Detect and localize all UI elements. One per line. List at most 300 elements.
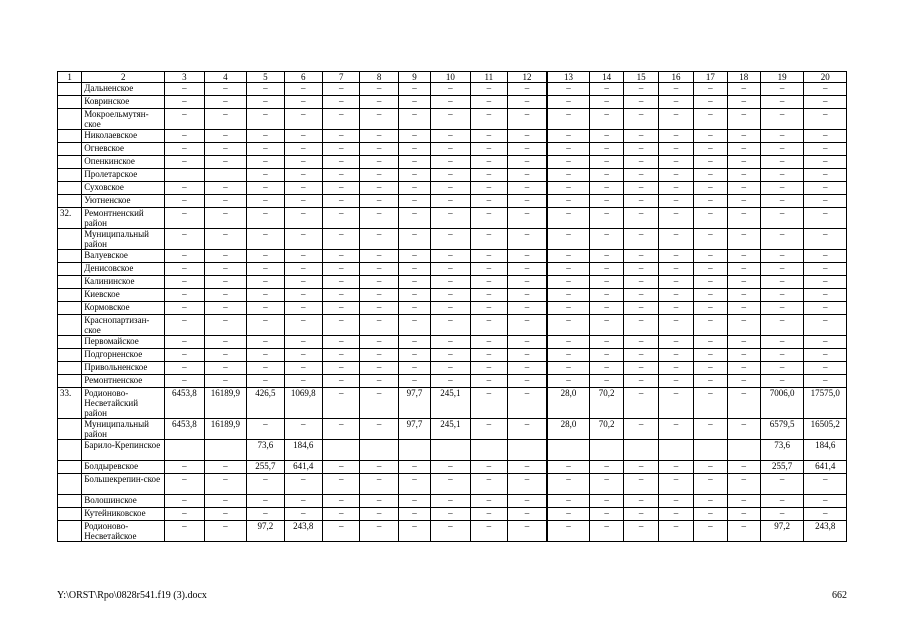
table-cell: – xyxy=(165,474,204,495)
table-cell: – xyxy=(624,375,658,388)
table-cell: – xyxy=(398,263,430,276)
table-cell: – xyxy=(547,289,589,302)
table-cell: – xyxy=(694,474,727,495)
table-cell: – xyxy=(204,208,246,229)
table-cell: – xyxy=(470,109,507,130)
table-cell: – xyxy=(760,229,803,250)
table-cell: – xyxy=(204,302,246,315)
table-cell: – xyxy=(165,250,204,263)
row-name: Денисовское xyxy=(82,263,165,276)
column-header: 14 xyxy=(589,72,623,83)
table-cell: – xyxy=(547,109,589,130)
column-header: 16 xyxy=(658,72,693,83)
table-cell: – xyxy=(322,208,359,229)
table-cell: – xyxy=(589,495,623,508)
table-cell: – xyxy=(360,276,398,289)
table-cell: – xyxy=(360,474,398,495)
table-cell: – xyxy=(165,208,204,229)
table-cell: – xyxy=(760,143,803,156)
table-cell: – xyxy=(470,156,507,169)
table-cell: – xyxy=(431,143,470,156)
table-cell: – xyxy=(470,349,507,362)
table-cell: – xyxy=(760,349,803,362)
row-name: Муниципальный район xyxy=(82,229,165,250)
table-cell: – xyxy=(658,130,693,143)
table-cell: – xyxy=(624,388,658,419)
table-cell: – xyxy=(727,83,760,96)
table-cell: – xyxy=(398,302,430,315)
table-cell: – xyxy=(360,208,398,229)
table-cell: – xyxy=(727,263,760,276)
table-cell: – xyxy=(694,169,727,182)
row-name: Валуевское xyxy=(82,250,165,263)
table-cell: – xyxy=(547,461,589,474)
table-cell: – xyxy=(804,362,847,375)
table-cell: – xyxy=(470,521,507,542)
row-name: Подгорненское xyxy=(82,349,165,362)
table-row xyxy=(58,263,847,276)
table-cell: – xyxy=(760,289,803,302)
table-row xyxy=(58,289,847,302)
table-cell xyxy=(589,440,623,461)
column-header: 1 xyxy=(58,72,82,83)
table-cell: – xyxy=(398,109,430,130)
row-number xyxy=(58,362,82,375)
table-cell: – xyxy=(658,336,693,349)
table-cell: – xyxy=(284,349,322,362)
row-name: Болдыревское xyxy=(82,461,165,474)
table-cell: 73,6 xyxy=(760,440,803,461)
row-name: Уютненское xyxy=(82,195,165,208)
table-cell: – xyxy=(547,508,589,521)
table-cell: – xyxy=(508,96,547,109)
table-cell: – xyxy=(508,336,547,349)
table-cell: – xyxy=(624,195,658,208)
table-cell: – xyxy=(398,250,430,263)
table-cell: – xyxy=(284,156,322,169)
table-cell: – xyxy=(624,315,658,336)
table-cell: – xyxy=(322,474,359,495)
table-cell: – xyxy=(360,461,398,474)
table-cell: 28,0 xyxy=(547,388,589,419)
table-cell: – xyxy=(508,419,547,440)
table-cell: – xyxy=(760,362,803,375)
table-cell: – xyxy=(398,195,430,208)
table-cell: – xyxy=(727,208,760,229)
table-cell: – xyxy=(431,276,470,289)
table-cell: – xyxy=(398,96,430,109)
table-cell: – xyxy=(431,96,470,109)
table-cell: – xyxy=(204,508,246,521)
table-cell: – xyxy=(508,302,547,315)
table-cell: 97,2 xyxy=(247,521,284,542)
table-cell: – xyxy=(165,182,204,195)
row-name: Кормовское xyxy=(82,302,165,315)
table-cell: – xyxy=(398,375,430,388)
table-cell: – xyxy=(322,96,359,109)
table-cell: – xyxy=(204,83,246,96)
table-cell: – xyxy=(360,143,398,156)
row-number xyxy=(58,195,82,208)
table-cell: – xyxy=(547,156,589,169)
row-name: Ремонтненский район xyxy=(82,208,165,229)
table-cell: – xyxy=(624,83,658,96)
row-number xyxy=(58,419,82,440)
table-cell: – xyxy=(589,521,623,542)
table-cell: – xyxy=(204,495,246,508)
table-cell: – xyxy=(547,375,589,388)
row-number xyxy=(58,169,82,182)
table-cell: – xyxy=(360,182,398,195)
row-number xyxy=(58,229,82,250)
table-cell: – xyxy=(547,229,589,250)
table-cell: – xyxy=(322,419,359,440)
table-cell: – xyxy=(470,495,507,508)
table-cell: – xyxy=(547,169,589,182)
table-row xyxy=(58,495,847,508)
table-cell: – xyxy=(760,495,803,508)
table-cell: – xyxy=(360,96,398,109)
table-cell: – xyxy=(694,83,727,96)
table-cell: – xyxy=(727,96,760,109)
table-cell: – xyxy=(204,229,246,250)
table-cell: – xyxy=(727,362,760,375)
table-cell: – xyxy=(398,276,430,289)
table-cell: – xyxy=(760,156,803,169)
table-row xyxy=(58,336,847,349)
table-cell: – xyxy=(508,461,547,474)
table-cell: – xyxy=(804,83,847,96)
table-cell: – xyxy=(284,375,322,388)
table-cell: – xyxy=(760,96,803,109)
table-cell: – xyxy=(694,349,727,362)
table-cell: – xyxy=(204,375,246,388)
row-number xyxy=(58,83,82,96)
table-cell: – xyxy=(547,276,589,289)
table-cell: – xyxy=(322,276,359,289)
row-number xyxy=(58,156,82,169)
footer-file-path: Y:\ORST\Rpo\0828r541.f19 (3).docx xyxy=(57,590,207,601)
table-cell: – xyxy=(804,250,847,263)
table-cell: – xyxy=(508,289,547,302)
table-cell: – xyxy=(547,315,589,336)
table-cell: 7006,0 xyxy=(760,388,803,419)
row-name: Ковринское xyxy=(82,96,165,109)
table-cell: – xyxy=(398,362,430,375)
table-cell: – xyxy=(284,362,322,375)
table-cell: – xyxy=(204,96,246,109)
table-cell: – xyxy=(658,289,693,302)
table-cell: – xyxy=(284,169,322,182)
table-cell: 6579,5 xyxy=(760,419,803,440)
row-number xyxy=(58,250,82,263)
table-cell: – xyxy=(322,375,359,388)
table-cell: – xyxy=(547,474,589,495)
table-cell: – xyxy=(727,388,760,419)
table-cell: – xyxy=(804,495,847,508)
table-cell xyxy=(322,440,359,461)
table-cell xyxy=(624,440,658,461)
table-cell: – xyxy=(658,349,693,362)
table-cell: – xyxy=(508,182,547,195)
table-cell: – xyxy=(165,375,204,388)
row-name: Первомайское xyxy=(82,336,165,349)
table-cell: – xyxy=(431,83,470,96)
table-cell: – xyxy=(508,375,547,388)
table-cell: – xyxy=(165,362,204,375)
table-cell: 16189,9 xyxy=(204,419,246,440)
table-row xyxy=(58,315,847,336)
table-cell: – xyxy=(658,96,693,109)
table-cell: – xyxy=(322,289,359,302)
table-cell: – xyxy=(322,521,359,542)
row-name: Большекрепин-ское xyxy=(82,474,165,495)
table-cell: – xyxy=(547,336,589,349)
row-number: 32. xyxy=(58,208,82,229)
table-cell: – xyxy=(589,109,623,130)
table-cell: – xyxy=(658,521,693,542)
table-cell: – xyxy=(247,143,284,156)
table-cell: – xyxy=(360,388,398,419)
table-cell: – xyxy=(624,349,658,362)
table-cell: – xyxy=(204,195,246,208)
table-cell: – xyxy=(624,495,658,508)
table-cell: – xyxy=(204,349,246,362)
row-number xyxy=(58,440,82,461)
table-cell: – xyxy=(431,169,470,182)
table-cell: – xyxy=(727,229,760,250)
table-row xyxy=(58,83,847,96)
table-cell: – xyxy=(165,461,204,474)
table-cell: – xyxy=(760,474,803,495)
row-number xyxy=(58,349,82,362)
table-row xyxy=(58,109,847,130)
table-cell: – xyxy=(247,508,284,521)
table-cell: – xyxy=(589,461,623,474)
table-cell: – xyxy=(547,182,589,195)
table-cell: – xyxy=(624,130,658,143)
row-name: Привольненское xyxy=(82,362,165,375)
table-cell: – xyxy=(658,263,693,276)
table-cell: – xyxy=(804,302,847,315)
table-cell: 28,0 xyxy=(547,419,589,440)
table-cell: – xyxy=(284,195,322,208)
table-cell: – xyxy=(658,315,693,336)
table-cell: – xyxy=(624,461,658,474)
table-cell: – xyxy=(508,276,547,289)
table-cell: – xyxy=(165,276,204,289)
table-cell: – xyxy=(589,289,623,302)
table-cell: – xyxy=(508,362,547,375)
column-header: 19 xyxy=(760,72,803,83)
table-cell: – xyxy=(360,263,398,276)
table-cell: – xyxy=(727,143,760,156)
table-cell: – xyxy=(589,336,623,349)
table-cell: – xyxy=(322,302,359,315)
table-cell: – xyxy=(360,169,398,182)
table-cell: – xyxy=(804,182,847,195)
table-cell: – xyxy=(360,229,398,250)
table-cell: – xyxy=(589,156,623,169)
table-row xyxy=(58,349,847,362)
table-cell: – xyxy=(204,289,246,302)
table-cell: – xyxy=(360,83,398,96)
table-cell: – xyxy=(694,229,727,250)
table-cell: – xyxy=(589,276,623,289)
table-cell: – xyxy=(547,263,589,276)
table-cell: – xyxy=(508,208,547,229)
table-cell: – xyxy=(322,388,359,419)
table-cell: – xyxy=(398,156,430,169)
table-cell: – xyxy=(165,521,204,542)
table-cell: – xyxy=(804,169,847,182)
table-cell: – xyxy=(431,109,470,130)
column-header: 5 xyxy=(247,72,284,83)
table-cell: – xyxy=(322,495,359,508)
table-cell: – xyxy=(360,362,398,375)
table-cell: – xyxy=(470,388,507,419)
table-cell: – xyxy=(247,474,284,495)
table-cell: – xyxy=(284,302,322,315)
table-cell: – xyxy=(284,289,322,302)
table-cell: – xyxy=(431,474,470,495)
table-row xyxy=(58,362,847,375)
table-cell: – xyxy=(658,169,693,182)
table-cell: – xyxy=(727,156,760,169)
row-name: Пролетарское xyxy=(82,169,165,182)
table-cell: – xyxy=(470,315,507,336)
table-cell: – xyxy=(547,349,589,362)
table-cell: – xyxy=(589,263,623,276)
table-cell: – xyxy=(727,109,760,130)
table-cell: – xyxy=(322,263,359,276)
table-cell: – xyxy=(284,495,322,508)
row-number xyxy=(58,461,82,474)
table-cell: – xyxy=(322,229,359,250)
table-cell: 16505,2 xyxy=(804,419,847,440)
table-cell: – xyxy=(547,130,589,143)
table-cell: – xyxy=(247,169,284,182)
table-cell: – xyxy=(508,495,547,508)
table-cell: – xyxy=(727,169,760,182)
table-cell: 245,1 xyxy=(431,419,470,440)
table-cell: – xyxy=(589,302,623,315)
table-cell: – xyxy=(247,96,284,109)
column-header: 17 xyxy=(694,72,727,83)
table-cell: – xyxy=(727,461,760,474)
table-cell: – xyxy=(322,336,359,349)
table-cell: – xyxy=(658,143,693,156)
table-cell: – xyxy=(284,474,322,495)
table-cell: – xyxy=(589,143,623,156)
table-cell: – xyxy=(508,109,547,130)
table-cell: – xyxy=(760,302,803,315)
table-cell: – xyxy=(165,156,204,169)
table-cell: – xyxy=(624,250,658,263)
table-cell: – xyxy=(760,169,803,182)
table-cell: 6453,8 xyxy=(165,419,204,440)
table-cell xyxy=(204,169,246,182)
table-cell: – xyxy=(589,182,623,195)
table-cell: – xyxy=(322,130,359,143)
table-cell: – xyxy=(247,229,284,250)
header-row xyxy=(58,72,847,83)
table-cell: – xyxy=(508,263,547,276)
table-cell: – xyxy=(284,276,322,289)
table-cell: – xyxy=(804,130,847,143)
table-cell: – xyxy=(760,130,803,143)
table-cell: – xyxy=(398,169,430,182)
table-cell: – xyxy=(589,229,623,250)
table-cell: – xyxy=(727,315,760,336)
table-cell: – xyxy=(658,474,693,495)
table-cell: – xyxy=(470,96,507,109)
table-cell: – xyxy=(284,508,322,521)
table-cell: – xyxy=(204,130,246,143)
table-cell: – xyxy=(431,461,470,474)
table-row xyxy=(58,169,847,182)
table-cell: – xyxy=(284,83,322,96)
table-row xyxy=(58,474,847,495)
table-cell: – xyxy=(760,195,803,208)
table-cell: – xyxy=(804,336,847,349)
table-cell: – xyxy=(547,143,589,156)
table-cell: – xyxy=(360,130,398,143)
table-cell: – xyxy=(589,195,623,208)
table-cell: – xyxy=(204,315,246,336)
table-cell: – xyxy=(694,156,727,169)
table-cell: – xyxy=(204,182,246,195)
table-cell: – xyxy=(360,302,398,315)
table-cell: – xyxy=(694,388,727,419)
table-cell: 245,1 xyxy=(431,388,470,419)
table-cell: – xyxy=(470,375,507,388)
table-cell: – xyxy=(431,336,470,349)
table-cell: – xyxy=(470,208,507,229)
table-row xyxy=(58,96,847,109)
table-cell: – xyxy=(398,474,430,495)
table-cell: – xyxy=(398,521,430,542)
table-cell: – xyxy=(727,508,760,521)
table-cell: – xyxy=(624,263,658,276)
table-cell: – xyxy=(624,276,658,289)
table-cell: – xyxy=(398,461,430,474)
table-cell: – xyxy=(204,521,246,542)
table-cell: – xyxy=(804,109,847,130)
table-cell: – xyxy=(431,375,470,388)
table-cell: – xyxy=(322,461,359,474)
table-cell: – xyxy=(694,375,727,388)
table-cell: – xyxy=(694,109,727,130)
table-cell: – xyxy=(624,289,658,302)
row-name: Родионово-Несветайское xyxy=(82,521,165,542)
table-cell: – xyxy=(431,195,470,208)
table-cell: – xyxy=(398,315,430,336)
table-cell: – xyxy=(247,109,284,130)
table-cell: – xyxy=(247,349,284,362)
table-cell: – xyxy=(694,302,727,315)
table-row xyxy=(58,130,847,143)
table-cell xyxy=(165,169,204,182)
table-cell: – xyxy=(204,263,246,276)
table-cell: – xyxy=(804,289,847,302)
table-cell: – xyxy=(284,336,322,349)
table-cell: – xyxy=(470,461,507,474)
table-cell: – xyxy=(624,521,658,542)
table-cell: 73,6 xyxy=(247,440,284,461)
table-cell: – xyxy=(624,362,658,375)
table-cell: – xyxy=(360,495,398,508)
